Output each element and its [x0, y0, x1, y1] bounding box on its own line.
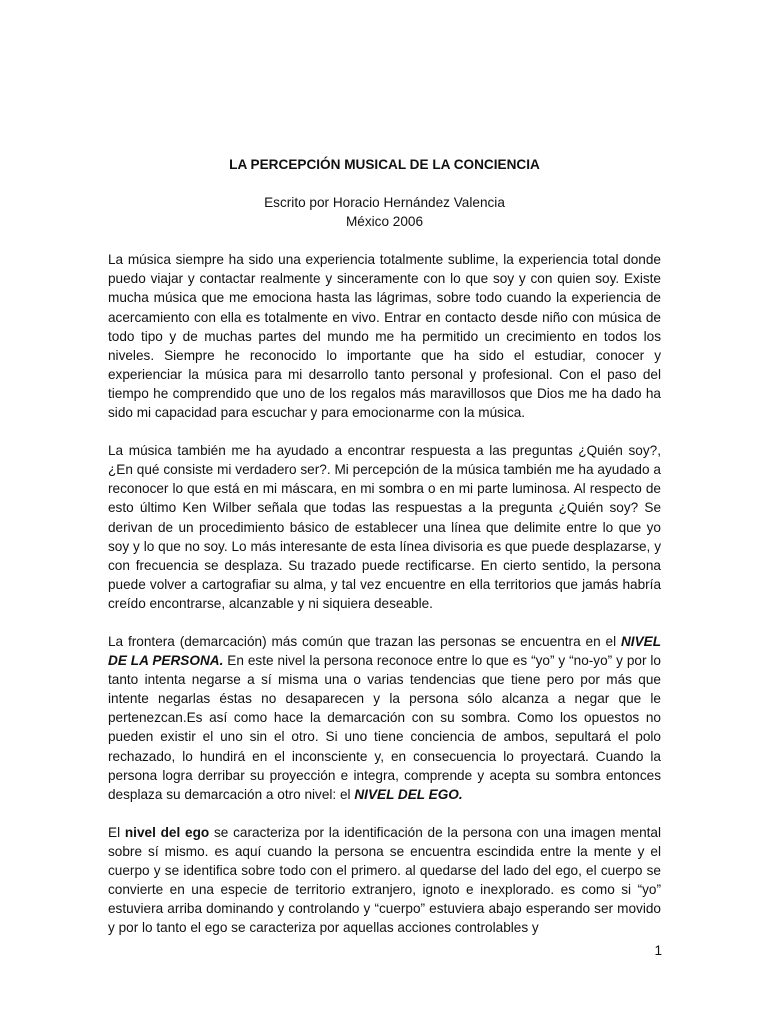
paragraph-3: [108, 632, 661, 804]
nivel-de-la-persona-emphasis: NIVEL DE LA PERSONA.: [108, 633, 661, 669]
paragraph-2: La música también me ha ayudado a encontrar respuesta a las preguntas ¿Quién soy?, ¿En qué consiste mi verdadero ser?. Mi percepción de la música también me ha ayudado a reconocer lo que está en mi máscara, en mi sombra o en mi parte luminosa. Al respecto de esto último Ken Wilber señala que todas las respuestas a la pregunta ¿Quién soy? Se derivan de un procedimiento básico de establecer una línea que delimite entre lo que yo soy y lo que no soy. Lo más interesante de esta línea divisoria es que puede desplazarse, y con frecuencia se desplaza. Su trazado puede rectificarse. En cierto sentido, la persona puede volver a cartografiar su alma, y tal vez encuentre en ella territorios que jamás habría creído encontrarse, alcanzable y ni siquiera deseable.: [108, 443, 661, 611]
paragraph-4: [108, 823, 661, 938]
paragraph-4-text-a: El: [108, 824, 125, 840]
document-body: [108, 155, 661, 956]
place-date-line: México 2006: [345, 214, 424, 230]
paragraph-3-text-c: En este nivel la persona reconoce entre lo que es “yo” y “no-yo” y por lo tanto intenta negarse a sí misma una o varias tendencias que tiene pero por más que intente negarlas éstas no desaparecen y la persona sólo alcanza a negar que le pertenezcan.Es así como hace la demarcación con su sombra. Como los opuestos no pueden existir el uno sin el otro. Si uno tiene conciencia de ambos, sepultará el polo rechazado, lo hundirá en el inconsciente y, en consecuencia lo proyectará. Cuando la persona logra derribar su proyección e integra, comprende y acepta su sombra entonces desplaza su demarcación a otro nivel: el: [108, 653, 661, 802]
paragraph-3-text-a: La frontera (demarcación) más común que trazan las personas se encuentra en el: [108, 633, 621, 649]
paragraph-4-text-c: se caracteriza por la identificación de la persona con una imagen mental sobre sí mismo. es aquí cuando la persona se encuentra escindida entre la mente y el cuerpo y se identifica sobre todo con el primero. al quedarse del lado del ego, el cuerpo se convierte en una especie de territorio extranjero, ignoto e inexplorado. es como si “yo” estuviera arriba dominando y controlando y “cuerpo” estuviera abajo esperando ser movido y por lo tanto el ego se caracteriza por aquellas acciones controlables y: [108, 824, 661, 936]
author-line: Escrito por Horacio Hernández Valencia: [264, 195, 505, 211]
nivel-del-ego-bold: nivel del ego: [124, 824, 210, 840]
nivel-del-ego-emphasis: NIVEL DEL EGO.: [354, 786, 463, 802]
page-number: 1: [654, 943, 662, 958]
paragraph-1: La música siempre ha sido una experiencia totalmente sublime, la experiencia total donde puedo viajar y contactar realmente y sinceramente con lo que soy y con quien soy. Existe mucha música que me emociona hasta las lágrimas, sobre todo cuando la experiencia de acercamiento con ella es totalmente en vivo. Entrar en contacto desde niño con música de todo tipo y de muchas partes del mundo me ha permitido un crecimiento en todos los niveles. Siempre he reconocido lo importante que ha sido el estudiar, conocer y experienciar la música para mi desarrollo tanto personal y profesional. Con el paso del tiempo he comprendido que uno de los regalos más maravillosos que Dios me ha dado ha sido mi capacidad para escuchar y para emocionarme con la música.: [108, 252, 661, 421]
byline: [108, 193, 661, 231]
document-title: LA PERCEPCIÓN MUSICAL DE LA CONCIENCIA: [229, 157, 540, 172]
